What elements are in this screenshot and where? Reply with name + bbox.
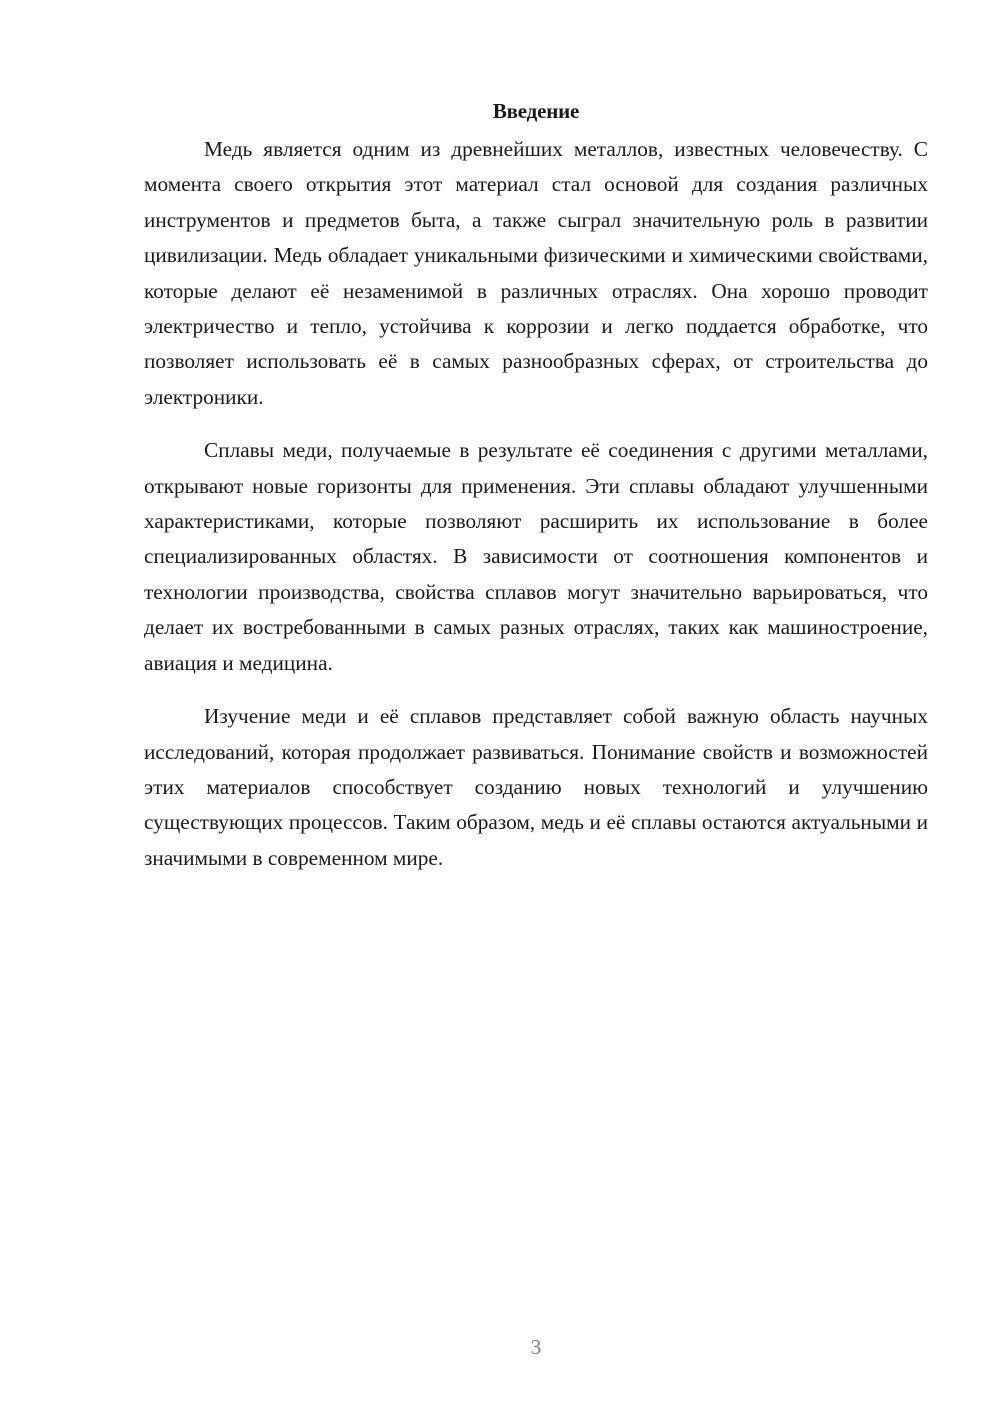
section-title: Введение: [492, 99, 580, 123]
paragraph-2: Сплавы меди, получаемые в результате её соединения с другими металлами, открывают новые горизонты для применения. Эти сплавы обладают улучшенными характеристиками, которые позволяют расширить их использование в более специализированных областях. В зависимости от соотношения компонентов и технологии производства, свойства сплавов могут значительно варьироваться, что делает их востребованными в самых разных отраслях, таких как машиностроение, авиация и медицина.: [144, 438, 928, 675]
paragraph-1: Медь является одним из древнейших металлов, известных человечеству. С момента своего открытия этот материал стал основой для создания различных инструментов и предметов быта, а также сыграл значительную роль в развитии цивилизации. Медь обладает уникальными физическими и химическими свойствами, которые делают её незаменимой в различных отраслях. Она хорошо проводит электричество и тепло, устойчива к коррозии и легко поддается обработке, что позволяет использовать её в самых разнообразных сферах, от строительства до электроники.: [144, 137, 928, 409]
page-content: [144, 96, 928, 876]
paragraph-3: Изучение меди и её сплавов представляет собой важную область научных исследований, которая продолжает развиваться. Понимание свойств и возможностей этих материалов способствует созданию новых технологий и улучшению существующих процессов. Таким образом, медь и её сплавы остаются актуальными и значимыми в современном мире.: [144, 704, 928, 870]
page-number: 3: [530, 1335, 542, 1359]
